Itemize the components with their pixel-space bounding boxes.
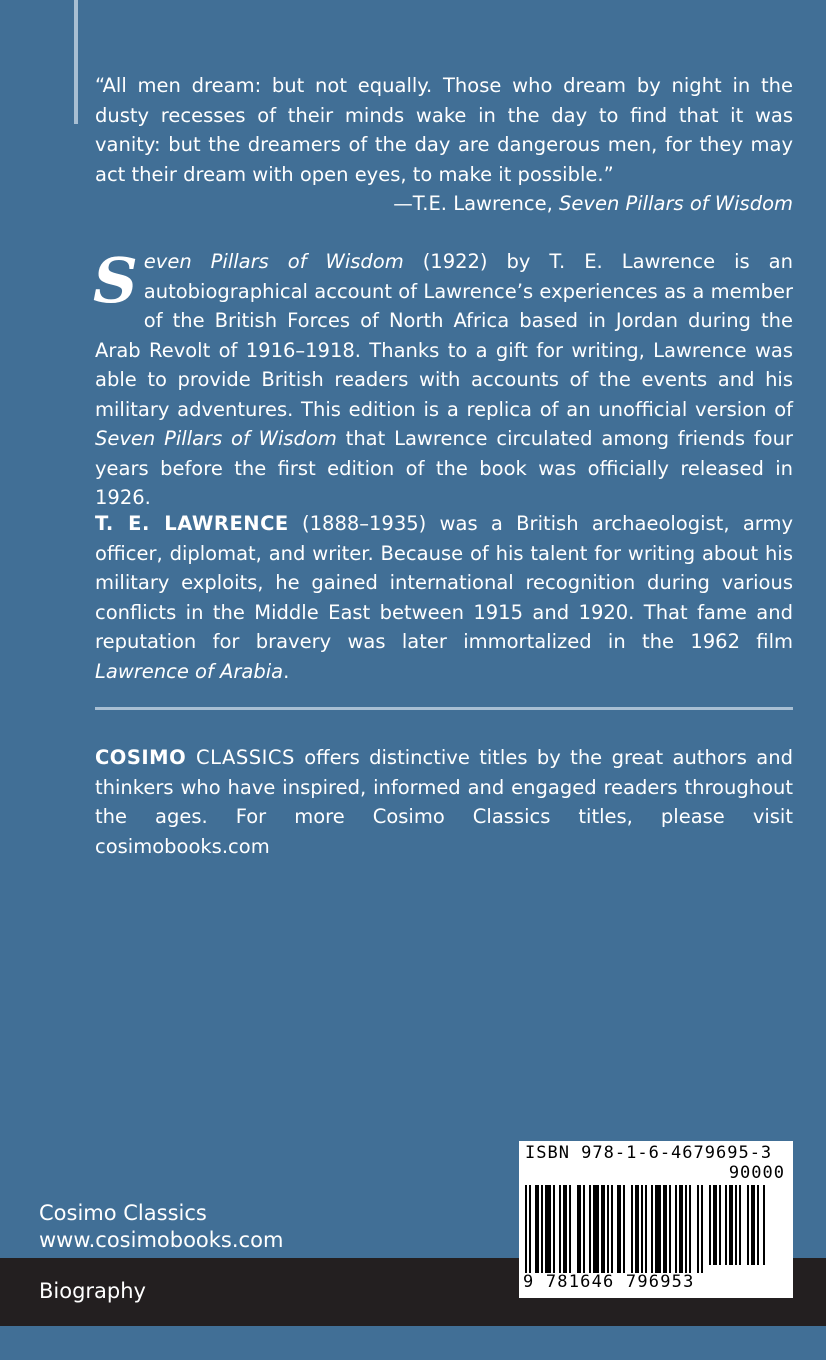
barcode-bar — [559, 1185, 561, 1273]
barcode-bar — [593, 1185, 599, 1273]
barcode-bar — [525, 1185, 527, 1273]
barcode-bar — [583, 1185, 585, 1273]
spine-accent-line — [74, 0, 78, 124]
publisher-url: www.cosimobooks.com — [39, 1228, 284, 1252]
barcode-bar — [651, 1185, 653, 1273]
epigraph-quote: “All men dream: but not equally. Those who dream by night in the dusty recesses of their minds wake in the day to find that it was vanity: but the dreamers of the day are dangerous men, for they may act their dream with open eyes, to make it possible.” — [95, 74, 793, 186]
barcode-bar — [641, 1185, 643, 1273]
attribution-title: Seven Pillars of Wisdom — [559, 192, 793, 215]
author-bio — [95, 509, 793, 686]
category-label: Biography — [39, 1279, 146, 1303]
description-title-2: Seven Pillars of Wisdom — [95, 427, 337, 450]
barcode-bar — [675, 1185, 677, 1273]
publisher-block — [39, 1200, 283, 1254]
barcode-bar — [709, 1185, 711, 1265]
barcode-bar — [535, 1185, 539, 1273]
barcode-bar — [623, 1185, 625, 1273]
price-barcode-bars — [709, 1185, 785, 1265]
series-brand-bold: COSIMO — [95, 746, 187, 769]
bio-text-1: (1888–1935) was a British archaeologist, army officer, diplomat, and writer. Because of his talent for writing about his military exploits, he gained international recognition during various conflicts in the Middle East between 1915 and 1920. That fame and reputation for bravery was later immortalized in the 1962 film — [95, 512, 793, 653]
barcode-bar — [757, 1185, 759, 1265]
barcode-bar — [553, 1185, 555, 1273]
barcode-bar — [747, 1185, 749, 1265]
price-code: 90000 — [728, 1163, 785, 1183]
book-description — [93, 244, 793, 513]
description-text-1: (1922) by T. E. Lawrence is an autobiographical account of Lawrence’s experiences as a member of the British Forces of North Africa based in Jordan during the Arab Revolt of 1916–1918. Thanks to a gift for writing, Lawrence was able to provide British readers with accounts of the events and his military adventures. This edition is a replica of an unofficial version of — [95, 250, 793, 421]
author-name: T. E. LAWRENCE — [95, 512, 289, 535]
barcode-bar — [689, 1185, 691, 1273]
barcode-bar — [541, 1185, 543, 1273]
series-text: offers distinctive titles by the great authors and thinkers who have inspired, informed and engaged readers throughout the ages. For more Cosimo Classics titles, please visit cosimobooks.com — [95, 746, 793, 858]
barcode-bar — [601, 1185, 605, 1273]
barcode-bar — [669, 1185, 671, 1273]
barcode-bar — [679, 1185, 683, 1273]
barcode-bar — [729, 1185, 733, 1265]
barcode-bar — [719, 1185, 721, 1265]
bio-text-2: . — [283, 659, 290, 683]
barcode-bar — [589, 1185, 591, 1273]
barcode-bar — [663, 1185, 667, 1273]
barcode-bar — [751, 1185, 755, 1265]
barcode-bar — [545, 1185, 551, 1273]
barcode-bar — [725, 1185, 727, 1265]
ean-barcode-bars — [525, 1185, 703, 1273]
barcode-bar — [611, 1185, 613, 1273]
barcode-bar — [701, 1185, 703, 1273]
barcode-bar — [739, 1185, 741, 1265]
quote-attribution — [393, 189, 793, 219]
barcode-bar — [631, 1185, 633, 1273]
isbn-label: ISBN 978-1-6-4679695-3 — [525, 1143, 773, 1163]
barcode-bar — [635, 1185, 639, 1273]
barcode-bar — [569, 1185, 571, 1273]
isbn-barcode — [519, 1141, 793, 1298]
series-blurb — [95, 743, 793, 861]
barcode-bar — [577, 1185, 581, 1273]
series-brand-light: CLASSICS — [186, 746, 295, 769]
description-title: even Pillars of Wisdom — [143, 250, 404, 273]
barcode-bar — [617, 1185, 621, 1273]
description-text-2: that Lawrence circulated among friends four years before the first edition of the book was officially released in 1926. — [95, 427, 793, 509]
barcode-bar — [607, 1185, 609, 1273]
barcode-bar — [713, 1185, 717, 1265]
barcode-digits: 9 781646 796953 — [523, 1272, 695, 1292]
barcode-bar — [645, 1185, 647, 1273]
barcode-bar — [685, 1185, 687, 1273]
barcode-bar — [697, 1185, 699, 1273]
barcode-bar — [655, 1185, 661, 1273]
barcode-bar — [763, 1185, 765, 1265]
barcode-bar — [563, 1185, 567, 1273]
publisher-name: Cosimo Classics — [39, 1201, 207, 1225]
barcode-bar — [529, 1185, 531, 1273]
section-divider — [95, 707, 793, 710]
barcode-bar — [735, 1185, 737, 1265]
film-title: Lawrence of Arabia — [95, 659, 284, 683]
drop-cap: S — [93, 244, 138, 317]
attribution-author: —T.E. Lawrence, — [393, 192, 560, 215]
